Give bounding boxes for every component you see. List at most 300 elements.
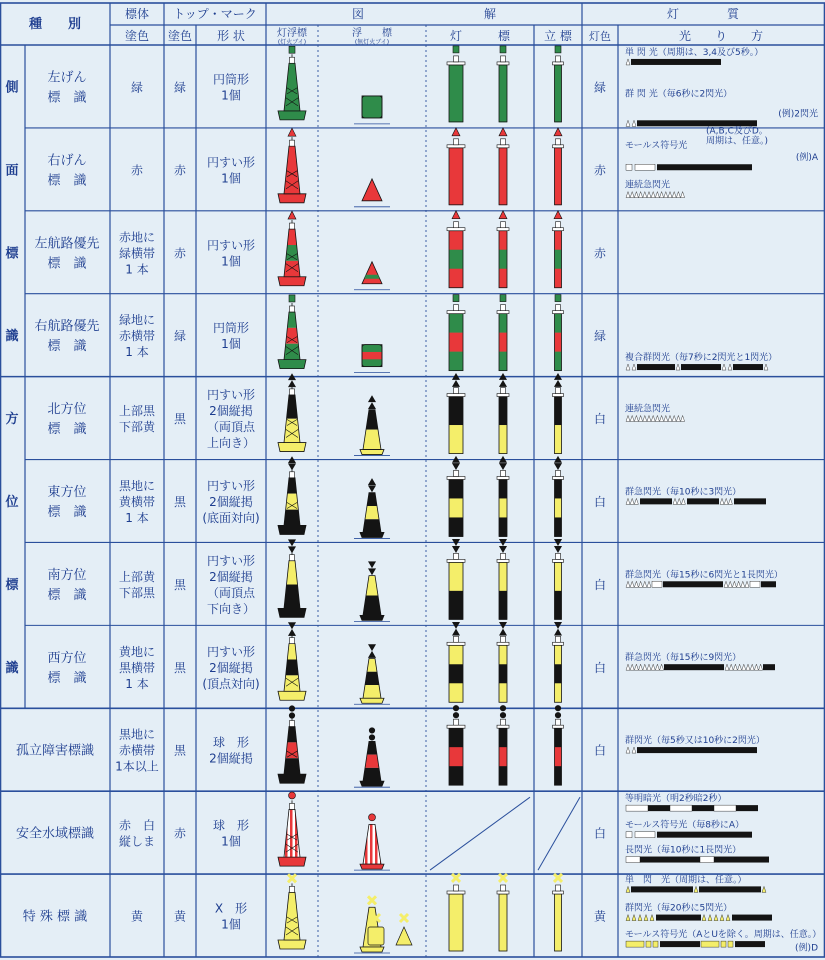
body-color-text: 黒横帯 (118, 660, 156, 675)
topmark-color-text: 赤 (173, 163, 187, 178)
light-pattern-17 (625, 873, 766, 892)
marker-name: 西方位 (47, 650, 87, 666)
light-pattern-dark (732, 915, 772, 921)
beacon-narrow-lantern (501, 222, 506, 228)
beacon-narrow-platform (497, 476, 509, 479)
pole-column-band (555, 250, 562, 269)
beacon-column-band (449, 645, 463, 664)
topmark-color-text: 黒 (173, 412, 187, 427)
beacon-platform (447, 311, 465, 314)
group-label-char: 標 (5, 577, 19, 593)
lighted-buoy-tower-band (284, 261, 300, 277)
beacon-narrow-lantern (501, 470, 506, 476)
topmark-ball (500, 705, 506, 711)
buoy-hull (360, 698, 384, 703)
pole-platform (553, 145, 564, 148)
pole-column-band (555, 517, 562, 536)
marker-name: 標 識 (47, 173, 87, 189)
beacon-platform (447, 559, 465, 562)
light-pattern-dark (660, 941, 700, 947)
topmark-shape-text: 2個縦掲 (209, 660, 253, 675)
marker-name: 安全水域標識 (15, 826, 95, 842)
light-description: 群 閃 光（毎6秒に2閃光） (625, 89, 733, 100)
beacon-platform (447, 145, 465, 148)
body-color-text: 黄横帯 (118, 495, 156, 509)
buoy-hull (360, 450, 384, 455)
pole-column-band (555, 728, 562, 747)
topmark-cylinder (555, 46, 561, 53)
group-label-char: 方 (5, 412, 19, 428)
lighted-buoy-hull (278, 443, 306, 452)
pole-platform (553, 891, 564, 894)
beacon-narrow-lantern (501, 388, 506, 394)
lighted-buoy-tower-band (284, 510, 300, 526)
light-pattern-20 (795, 941, 818, 953)
light-pattern-lit (653, 941, 658, 947)
beacon-column-band (449, 148, 463, 205)
topmark-shape-text: 1個 (221, 254, 241, 269)
light-pattern-dark (656, 915, 701, 921)
beacon-narrow-platform (497, 559, 509, 562)
beacon-narrow-column-band (499, 479, 507, 498)
beacon-lantern (454, 56, 459, 62)
pole-column-band (555, 562, 562, 591)
beacon-column-band (449, 683, 463, 702)
topmark-cylinder (289, 295, 295, 302)
topmark-color-text: 黄 (173, 909, 187, 924)
beacon-narrow-platform (497, 725, 509, 728)
topmark-shape-text: 上向き） (206, 436, 256, 451)
lighted-buoy-lantern (290, 389, 295, 395)
pole-column-band (555, 766, 562, 785)
pole-lantern (556, 139, 561, 145)
marker-name: 北方位 (47, 402, 87, 418)
beacon-narrow-lantern (501, 56, 506, 62)
lighted-buoy-hull (278, 194, 306, 203)
light-description: (例)2閃光 (778, 109, 818, 120)
beacon-narrow-column-band (499, 352, 507, 371)
pole-column-band (555, 397, 562, 426)
beacon-platform (447, 394, 465, 397)
beacon-narrow-lantern (501, 305, 506, 311)
body-color-text: 1 本 (125, 345, 149, 360)
body-color-text: 赤 (130, 163, 144, 178)
header-lighted-buoy: 灯浮標 (277, 28, 307, 39)
lighted-buoy-tower-band (286, 659, 299, 675)
light-color-text: 白 (593, 660, 607, 675)
body-color-text: 緑横帯 (118, 246, 156, 261)
lighted-buoy-lantern (290, 223, 295, 229)
topmark-shape-text: 1個 (221, 337, 241, 352)
lighted-buoy-hull (278, 940, 306, 949)
marker-name: 孤立障害標識 (15, 743, 95, 759)
beacon-column-band (449, 517, 463, 536)
lighted-buoy-hull (278, 774, 306, 783)
light-pattern-4 (706, 126, 768, 137)
buoy-cone-band (365, 275, 380, 279)
beacon-narrow-lantern (501, 719, 506, 725)
topmark-cylinder (500, 46, 506, 53)
light-pattern-lit (700, 857, 714, 863)
light-pattern-lit (721, 941, 726, 947)
light-color-text: 白 (593, 412, 607, 427)
beacon-narrow-column-band (499, 148, 507, 205)
pole-lantern (556, 636, 561, 642)
pole-platform (553, 311, 564, 314)
beacon-narrow-column-band (499, 333, 507, 352)
pole-column-band (555, 498, 562, 517)
buoy-hull (360, 947, 384, 952)
buoy-tower-band (363, 768, 381, 781)
topmark-shape-text: 円すい形 (206, 238, 256, 253)
topmark-ball (369, 814, 376, 821)
buoy-can-band (362, 345, 382, 353)
light-pattern-13 (625, 734, 765, 753)
light-pattern-lit (626, 941, 644, 947)
pole-column-band (555, 894, 562, 951)
body-color-text: 上部黒 (118, 404, 156, 419)
group-label-char: 標 (5, 246, 19, 262)
topmark-ball (500, 712, 506, 718)
beacon-lantern (454, 885, 459, 891)
marker-name: 左航路優先 (34, 236, 100, 252)
header-buoy-sub: (無灯火ブイ) (354, 39, 390, 46)
pole-lantern (556, 885, 561, 891)
topmark-shape-text: 1個 (221, 171, 241, 186)
pole-lantern (556, 470, 561, 476)
lighted-buoy-hull (278, 111, 306, 120)
body-color-text: 黒地に (118, 479, 156, 493)
light-description: 群急閃光（毎15秒に9閃光） (625, 653, 742, 664)
light-color-text: 白 (593, 743, 607, 758)
lighted-buoy-lantern (290, 721, 295, 727)
light-pattern-dark (663, 581, 723, 587)
topmark-color-text: 赤 (173, 246, 187, 261)
topmark-cylinder (289, 46, 295, 53)
marker-name: 標 識 (47, 256, 87, 272)
light-description: 長閃光（毎10秒に1長閃光） (625, 845, 742, 856)
beacon-narrow-column-band (499, 498, 507, 517)
topmark-shape-text: 2個縦掲 (209, 404, 253, 419)
beacon-column-band (449, 591, 463, 620)
beacon-column-band (449, 314, 463, 333)
topmark-ball (555, 712, 561, 718)
group-label-char: 識 (5, 329, 19, 345)
beacon-column-band (449, 894, 463, 951)
body-color-text: 下部黄 (118, 420, 156, 435)
light-pattern-dark (648, 805, 670, 811)
buoy-tower-band (363, 685, 381, 698)
pole-column-band (555, 314, 562, 333)
topmark-ball (555, 705, 561, 711)
beacon-column-band (449, 562, 463, 591)
beacon-column-band (449, 479, 463, 498)
topmark-cylinder (453, 46, 459, 53)
light-pattern-dark (681, 364, 721, 370)
pole-column-band (555, 645, 562, 664)
header-body-color: 塗色 (124, 29, 150, 43)
topmark-color-text: 黒 (173, 660, 187, 675)
lighted-buoy-lantern (290, 472, 295, 478)
topmark-shape-text: （両頂点 (206, 585, 256, 600)
light-pattern-15 (625, 819, 752, 838)
pole-column-band (555, 425, 562, 454)
marker-name: 東方位 (47, 485, 87, 500)
beacon-column-band (449, 498, 463, 517)
group-label-char: 面 (5, 163, 19, 179)
beacon-narrow-column-band (499, 517, 507, 536)
light-pattern-lit (750, 581, 760, 587)
beacon-column-band (449, 728, 463, 747)
light-pattern-lit (626, 857, 640, 863)
topmark-shape-text: (底面対向) (202, 511, 260, 525)
topmark-shape-text: 2個縦掲 (209, 495, 253, 509)
lighted-buoy-tower-band (284, 675, 300, 691)
topmark-color-text: 緑 (173, 80, 187, 95)
beacon-narrow-platform (497, 311, 509, 314)
topmark-shape-text: 球 形 (212, 735, 250, 750)
body-color-text: 下部黒 (118, 585, 156, 600)
pole-platform (553, 394, 564, 397)
lighted-buoy-hull (278, 857, 306, 866)
pole-column-band (555, 747, 562, 766)
topmark-shape-text: 円筒形 (212, 321, 250, 336)
buoy-hull (360, 781, 384, 786)
marker-name: 標 識 (47, 587, 87, 603)
light-description: 単 閃 光（周期は、3,4及び5秒。） (625, 47, 764, 58)
light-pattern-dark (631, 886, 693, 892)
topmark-ball (289, 713, 295, 719)
header-body: 標体 (124, 7, 150, 21)
beacon-narrow-platform (497, 62, 509, 65)
light-pattern-dark (714, 857, 769, 863)
beacon-column-band (449, 397, 463, 426)
beacon-narrow-lantern (501, 139, 506, 145)
topmark-shape-text: 円すい形 (206, 644, 256, 659)
light-pattern-dark (692, 805, 714, 811)
light-pattern-3 (625, 139, 687, 151)
topmark-ball (453, 705, 459, 711)
buoy-tower-band (363, 519, 381, 532)
header-category: 種 別 (28, 17, 82, 32)
header-lighted-buoy-sub: (灯火ブイ) (277, 39, 307, 46)
header-topmark-shape: 形 状 (217, 29, 245, 43)
header-topmark: トップ・マーク (173, 7, 257, 21)
body-color-text: 緑 (130, 80, 144, 95)
body-color-text: 黄 (130, 909, 144, 924)
light-description: モールス符号光 (625, 140, 688, 151)
beacon-narrow-column-band (499, 591, 507, 620)
beacon-lantern (454, 470, 459, 476)
light-color-text: 赤 (593, 163, 607, 178)
beacon-narrow-column-band (499, 65, 507, 122)
pole-lantern (556, 388, 561, 394)
beacon-narrow-column-band (499, 683, 507, 702)
light-description: (例)D (795, 943, 818, 954)
topmark-cylinder (453, 295, 459, 302)
buoy-can-band (362, 359, 382, 367)
light-description: 連続急閃光 (625, 180, 671, 191)
header-light-pattern: 光 り 方 (678, 29, 764, 43)
topmark-ball (289, 706, 295, 712)
marker-name: 右航路優先 (34, 319, 100, 335)
light-pattern-1 (625, 87, 732, 99)
topmark-ball (369, 735, 375, 741)
light-pattern-dark (631, 59, 721, 65)
beacon-platform (447, 891, 465, 894)
beacon-platform (447, 62, 465, 65)
light-description: 複合群閃光（毎7秒に2閃光と1閃光） (625, 353, 778, 364)
light-pattern-lit (635, 164, 655, 170)
beacon-column-band (449, 250, 463, 269)
lighted-buoy-hull (278, 608, 306, 617)
topmark-shape-text: 円すい形 (206, 155, 256, 170)
pole-column-band (555, 352, 562, 371)
topmark-ball (369, 728, 375, 734)
pole-platform (553, 725, 564, 728)
pole-platform (553, 228, 564, 231)
pole-lantern (556, 222, 561, 228)
light-description: モールス符号光（毎8秒にA） (625, 820, 745, 831)
light-description: 群急閃光（毎15秒に6閃光と1長閃光） (625, 570, 783, 581)
topmark-color-text: 緑 (173, 329, 187, 344)
body-color-text: 黄地に (118, 644, 156, 659)
light-pattern-dark (763, 664, 775, 670)
topmark-shape-text: 円筒形 (212, 72, 250, 87)
light-pattern-dark (637, 747, 757, 753)
lighted-buoy-tower-band (286, 328, 299, 344)
lighted-buoy-tower-band (286, 494, 299, 510)
pole-column-band (555, 479, 562, 498)
lighted-buoy-lantern (290, 886, 295, 892)
marker-name: 南方位 (47, 567, 87, 583)
pole-column-band (555, 591, 562, 620)
beacon-narrow-column-band (499, 728, 507, 747)
topmark-shape-text: 球 形 (212, 818, 250, 833)
body-color-text: 赤 白 (118, 818, 156, 833)
topmark-shape-text: 下向き） (206, 601, 256, 616)
pole-lantern (556, 56, 561, 62)
light-description: 周期は、任意。) (706, 136, 769, 147)
lighted-buoy-tower-band (284, 344, 300, 360)
light-pattern-11 (625, 568, 783, 587)
topmark-shape-text: (頂点対向) (202, 676, 260, 691)
body-color-text: 上部黄 (118, 569, 156, 584)
buoy-can-band (362, 96, 382, 118)
pole-column-band (555, 65, 562, 122)
topmark-shape-text: （両頂点 (206, 420, 256, 435)
beacon-lantern (454, 388, 459, 394)
marker-name: 標 識 (47, 339, 87, 355)
beacon-platform (447, 476, 465, 479)
light-pattern-lit (626, 164, 632, 170)
light-pattern-lit (670, 805, 692, 811)
light-color-text: 白 (593, 577, 607, 592)
light-pattern-dark (699, 886, 761, 892)
marker-name: 標 識 (47, 90, 87, 106)
light-pattern-lit (714, 805, 736, 811)
light-description: (例)A (795, 153, 818, 164)
light-pattern-dark (735, 941, 765, 947)
light-pattern-5 (706, 135, 768, 147)
beacon-narrow-column-band (499, 664, 507, 683)
beacon-narrow-column-band (499, 314, 507, 333)
special-can (368, 927, 384, 945)
group-label-char: 識 (5, 660, 19, 676)
marker-name: 右げん (47, 153, 87, 169)
light-pattern-dark (637, 120, 757, 126)
light-color-text: 黄 (593, 909, 607, 924)
light-description: 群閃光（毎20秒に5閃光） (625, 903, 733, 914)
marker-name: 特 殊 標 識 (22, 909, 88, 925)
beacon-narrow-column-band (499, 269, 507, 288)
marker-name: 標 識 (47, 670, 87, 686)
group-label-char: 位 (5, 495, 19, 510)
buoy-hull (360, 615, 384, 620)
topmark-shape-text: 1個 (221, 88, 241, 103)
lighted-buoy-hull (278, 525, 306, 534)
header-pole: 立 標 (544, 29, 572, 43)
beacon-narrow-column-band (499, 397, 507, 426)
topmark-ball (289, 792, 296, 799)
light-pattern-dark (734, 498, 766, 504)
topmark-color-text: 黒 (173, 577, 187, 592)
buoy-hull (360, 532, 384, 537)
pole-platform (553, 642, 564, 645)
buoy-can-band (362, 352, 382, 360)
light-pattern-dark (733, 364, 763, 370)
light-description: (A,B,C及びD。 (706, 126, 768, 137)
light-color-text: 白 (593, 826, 607, 841)
lighted-buoy-lantern (290, 140, 295, 146)
lighted-buoy-tower-band (284, 758, 300, 774)
beacon-column-band (449, 747, 463, 766)
beacon-lantern (454, 222, 459, 228)
group-label-char: 側 (5, 80, 19, 96)
beacon-column-band (449, 65, 463, 122)
header-light-color: 灯色 (589, 30, 611, 43)
beacon-column-band (449, 664, 463, 683)
body-color-text: 赤横帯 (118, 743, 156, 758)
beacon-narrow-column-band (499, 562, 507, 591)
body-color-text: 1 本 (125, 511, 149, 525)
light-color-text: 白 (593, 495, 607, 509)
light-color-text: 緑 (593, 329, 607, 344)
pole-column-band (555, 683, 562, 702)
beacon-narrow-column-band (499, 231, 507, 250)
light-pattern-8 (625, 351, 777, 370)
header-beacon: 灯 標 (449, 29, 511, 43)
topmark-cylinder (555, 295, 561, 302)
topmark-color-text: 黒 (173, 743, 187, 758)
buoy-hull (360, 864, 384, 869)
light-description: 単 閃 光（周期は、任意。） (625, 875, 747, 886)
lighted-buoy-hull (278, 360, 306, 369)
beacon-column-band (449, 231, 463, 250)
light-pattern-dark (640, 498, 672, 504)
light-pattern-dark (736, 805, 758, 811)
body-color-text: 1本以上 (115, 759, 159, 774)
pole-lantern (556, 719, 561, 725)
beacon-narrow-column-band (499, 250, 507, 269)
topmark-color-text: 赤 (173, 826, 187, 841)
lighted-buoy-tower-band (286, 742, 299, 758)
lighted-buoy-lantern (290, 555, 295, 561)
lighted-buoy-lantern (290, 306, 295, 312)
beacon-narrow-platform (497, 394, 509, 397)
topmark-shape-text: 1個 (221, 834, 241, 849)
light-pattern-dark (657, 832, 752, 838)
